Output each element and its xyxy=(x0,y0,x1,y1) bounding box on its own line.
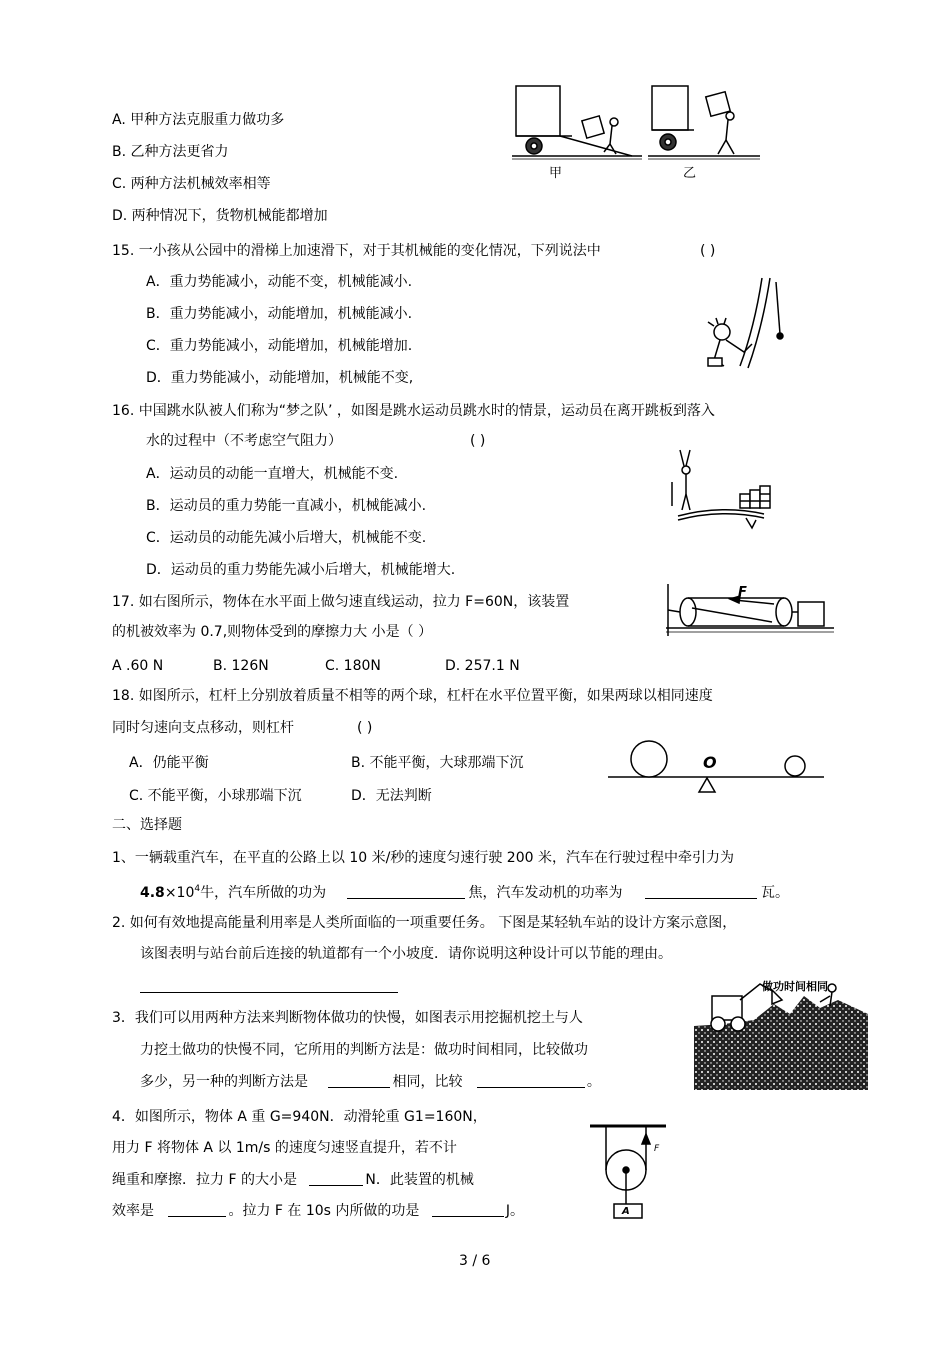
q14-option-a: A. 甲种方法克服重力做功多 xyxy=(112,112,285,128)
q18-option-c: C. 不能平衡，小球那端下沉 xyxy=(129,788,302,804)
q16-stem-line2: 水的过程中（不考虑空气阻力） xyxy=(146,433,342,449)
q14-figure-label-jia: 甲 xyxy=(549,166,563,181)
page-number: 3 / 6 xyxy=(459,1253,491,1269)
f4-line4-text-a: 效率是 xyxy=(112,1203,154,1219)
f2-line2: 该图表明与站台前后连接的轨道都有一个小坡度．请你说明这种设计可以节能的理由。 xyxy=(140,946,672,962)
f1-unit1: 焦，汽车发动机的功率为 xyxy=(468,885,623,901)
f4-force-blank[interactable] xyxy=(309,1171,363,1186)
q16-stem-line1: 16. 中国跳水队被人们称为“梦之队’ ，如图是跳水运动员跳水时的情景，运动员在离开跳板到落入 xyxy=(112,403,715,419)
q16-answer-paren: ( ) xyxy=(470,433,486,449)
q17-option-c: C. 180N xyxy=(325,658,381,674)
q14-option-d: D. 两种情况下，货物机械能都增加 xyxy=(112,208,328,224)
q15-option-b: B．重力势能减小，动能增加，机械能减小. xyxy=(146,306,413,322)
q18-figure-label-o: O xyxy=(703,753,717,772)
f2-answer-blank[interactable] xyxy=(140,992,398,993)
f4-line4-text-b: 。拉力 F 在 10s 内所做的功是 xyxy=(228,1203,420,1219)
f1-work-blank[interactable] xyxy=(347,884,465,899)
q18-figure-lever xyxy=(606,738,828,798)
f3-method-blank[interactable] xyxy=(328,1073,390,1088)
q16-option-b: B．运动员的重力势能一直减小，机械能减小. xyxy=(146,498,427,514)
f1-stem: 1、一辆载重汽车，在平直的公路上以 10 米/秒的速度匀速行驶 200 米，汽车在行驶过程中牵引力为 xyxy=(112,850,734,866)
q14-figure-label-yi: 乙 xyxy=(683,166,697,181)
f4-line3-text-a: 绳重和摩擦．拉力 F 的大小是 xyxy=(112,1172,297,1188)
q17-figure-pulley xyxy=(664,580,838,644)
f4-figure-label-f: F xyxy=(654,1144,660,1154)
f4-line3-text-b: N．此装置的机械 xyxy=(365,1172,474,1188)
f4-line4-text-c: J。 xyxy=(505,1203,525,1219)
f3-line2: 力挖土做功的快慢不同，它所用的判断方法是：做功时间相同，比较做功 xyxy=(140,1042,588,1058)
f1-mid-text: 牛，汽车所做的功为 xyxy=(200,885,327,901)
f1-force-exp: 4 xyxy=(194,884,201,894)
f1-force-line xyxy=(140,880,789,902)
q14-option-b: B. 乙种方法更省力 xyxy=(112,144,229,160)
f4-line2: 用力 F 将物体 A 以 1m/s 的速度匀速竖直提升，若不计 xyxy=(112,1140,457,1156)
f3-figure-label: 做功时间相同 xyxy=(762,980,828,993)
q17-option-a: A .60 N xyxy=(112,658,164,674)
q16-option-c: C．运动员的动能先减小后增大，机械能不变. xyxy=(146,530,427,546)
q18-stem-line1: 18. 如图所示，杠杆上分别放着质量不相等的两个球，杠杆在水平位置平衡，如果两球以相同速度 xyxy=(112,688,713,704)
q17-figure-label-f: F xyxy=(738,585,747,600)
q14-option-c: C. 两种方法机械效率相等 xyxy=(112,176,271,192)
f4-line1: 4．如图所示，物体 A 重 G=940N．动滑轮重 G1=160N， xyxy=(112,1109,487,1125)
q18-option-a: A．仍能平衡 xyxy=(129,755,209,771)
q16-option-d: D．运动员的重力势能先减小后增大，机械能增大. xyxy=(146,562,456,578)
f4-figure-label-a: A xyxy=(622,1206,630,1217)
q15-figure-slide xyxy=(700,274,790,374)
f3-line3 xyxy=(140,1073,601,1091)
q15-stem: 15. 一小孩从公园中的滑梯上加速滑下，对于其机械能的变化情况，下列说法中 xyxy=(112,243,601,259)
q17-stem-line2: 的机被效率为 0.7,则物体受到的摩擦力大 小是（ ） xyxy=(112,624,433,640)
q18-option-d: D．无法判断 xyxy=(351,788,432,804)
f4-line3 xyxy=(112,1171,474,1189)
section-title: 二、选择题 xyxy=(112,817,182,833)
f3-line3-text-c: 。 xyxy=(586,1074,601,1090)
f4-efficiency-blank[interactable] xyxy=(168,1202,226,1217)
q18-option-b: B. 不能平衡，大球那端下沉 xyxy=(351,755,524,771)
q16-option-a: A．运动员的动能一直增大，机械能不变. xyxy=(146,466,399,482)
f3-compare-blank[interactable] xyxy=(477,1073,585,1088)
f1-force-coef: 4.8 xyxy=(140,885,165,901)
q17-option-d: D. 257.1 N xyxy=(445,658,520,674)
f3-line1: 3．我们可以用两种方法来判断物体做功的快慢，如图表示用挖掘机挖土与人 xyxy=(112,1010,583,1026)
q17-option-b: B. 126N xyxy=(213,658,269,674)
q15-option-d: D．重力势能减小，动能增加，机械能不变, xyxy=(146,370,414,386)
q18-answer-paren: ( ) xyxy=(357,720,373,736)
f4-line4 xyxy=(112,1202,524,1220)
f3-line3-text-a: 多少，另一种的判断方法是 xyxy=(140,1074,308,1090)
f4-work-blank[interactable] xyxy=(432,1202,504,1217)
f1-force-times: ×10 xyxy=(164,885,195,901)
f3-line3-text-b: 相同，比较 xyxy=(392,1074,463,1090)
f1-unit2: 瓦。 xyxy=(761,885,789,901)
f2-line1: 2. 如何有效地提高能量利用率是人类所面临的一项重要任务。 下图是某轻轨车站的设计方案示意图， xyxy=(112,915,737,931)
q15-option-a: A．重力势能减小，动能不变，机械能减小. xyxy=(146,274,413,290)
q15-answer-paren: ( ) xyxy=(700,243,716,259)
q17-stem-line1: 17. 如右图所示，物体在水平面上做匀速直线运动，拉力 F=60N，该装置 xyxy=(112,594,570,610)
q15-option-c: C．重力势能减小，动能增加，机械能增加. xyxy=(146,338,413,354)
q18-stem-line2: 同时匀速向支点移动，则杠杆 xyxy=(112,720,294,736)
q16-figure-diver xyxy=(668,446,778,530)
f1-power-blank[interactable] xyxy=(645,884,757,899)
